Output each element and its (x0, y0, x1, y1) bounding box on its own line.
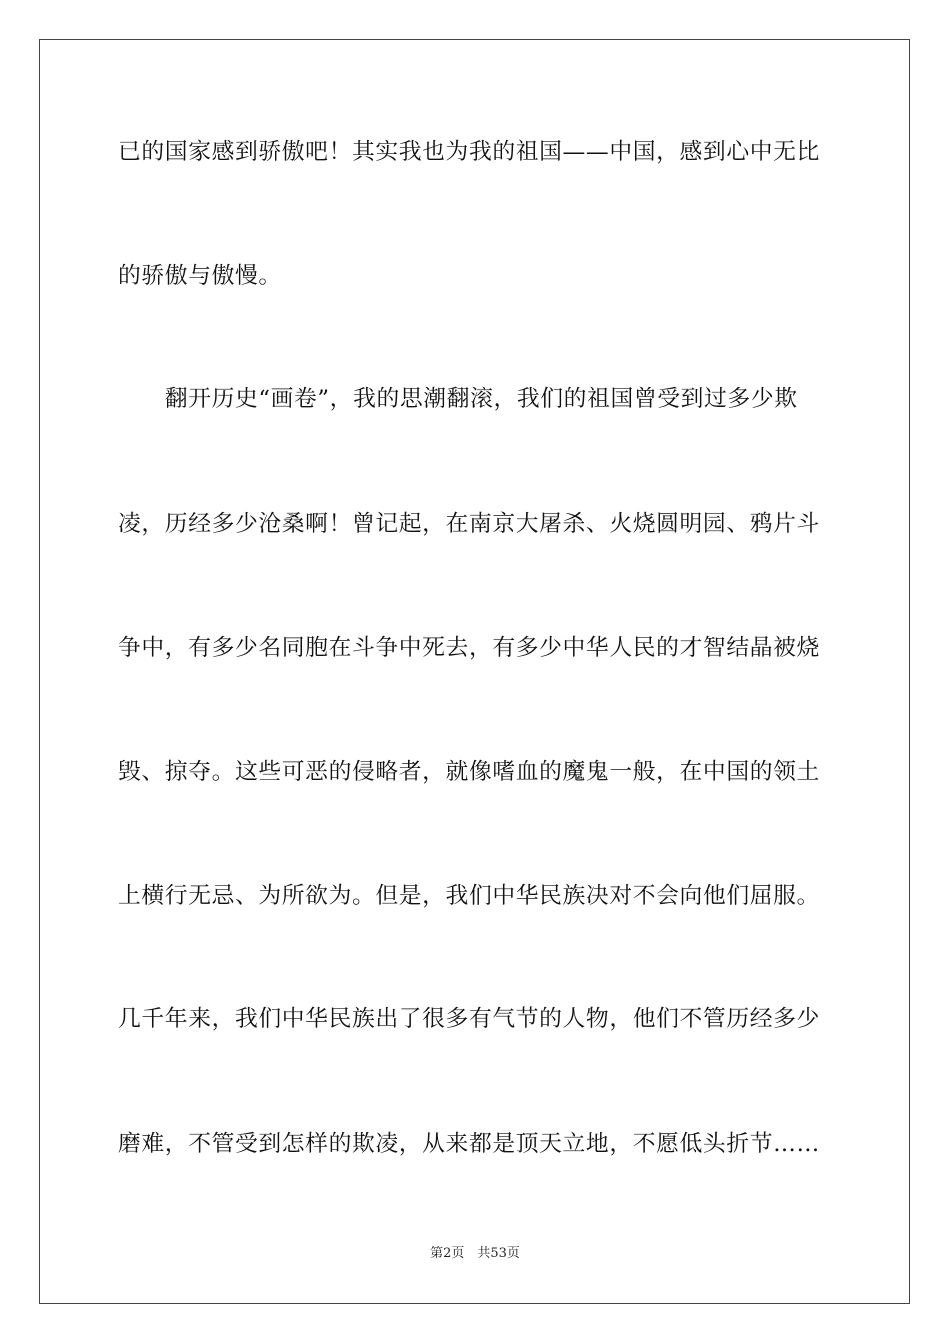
body-text-line-1: 已的国家感到骄傲吧！其实我也为我的祖国——中国，感到心中无比 (118, 139, 820, 165)
body-text-line-2: 的骄傲与傲慢。 (118, 263, 282, 289)
body-text-line-5: 争中，有多少名同胞在斗争中死去，有多少中华人民的才智结晶被烧 (118, 635, 820, 661)
body-text-line-4: 凌，历经多少沧桑啊！曾记起，在南京大屠杀、火烧圆明园、鸦片斗 (118, 511, 820, 537)
body-text-line-7: 上横行无忌、为所欲为。但是，我们中华民族决对不会向他们屈服。 (118, 883, 820, 909)
body-text-line-6: 毁、掠夺。这些可恶的侵略者，就像嗜血的魔鬼一般，在中国的领土 (118, 759, 820, 785)
body-text-line-8: 几千年来，我们中华民族出了很多有气节的人物，他们不管历经多少 (118, 1006, 820, 1032)
page-number-footer: 第2页 共53页 (430, 1246, 520, 1261)
body-text-line-3: 翻开历史“画卷”，我的思潮翻滚，我们的祖国曾受到过多少欺 (118, 386, 798, 412)
body-text-line-9: 磨难，不管受到怎样的欺凌，从来都是顶天立地，不愿低头折节…… (118, 1131, 820, 1157)
page-border (39, 39, 910, 1304)
